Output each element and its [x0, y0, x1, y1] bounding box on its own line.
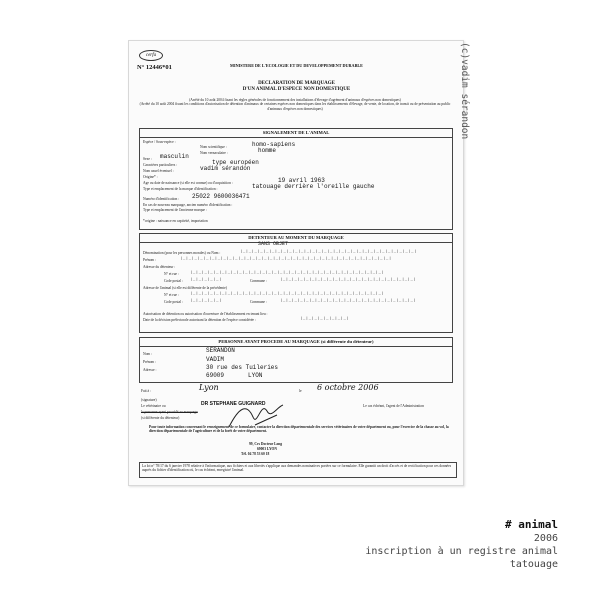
marker-firstname-value: VADIM	[206, 356, 225, 363]
holder-postcode-label: Code postal :	[164, 279, 183, 283]
address2-label: Adresse de l'animal (si elle est différente de la précédente)	[143, 286, 227, 290]
marker-city-value: LYON	[248, 372, 263, 379]
scientific-label: Nom scientifique :	[200, 145, 227, 149]
features-value: type européen	[212, 159, 259, 166]
features-label: Caractères particuliers :	[143, 163, 178, 167]
holder-commune-label: Commune :	[250, 279, 267, 283]
animal-section	[139, 128, 453, 230]
name-label: Nom usuel éventuel :	[143, 169, 174, 173]
denomination-label: Dénomination (pour les personnes morales) ou Nom :	[143, 251, 221, 255]
marker-address-value: 30 rue des Tuileries	[206, 364, 279, 371]
marker-name-label: Nom :	[143, 352, 153, 356]
marker-sign-label: la personne ayant procédé au marquage	[141, 410, 198, 414]
decree-2: (Arrêté du 10 août 2004 fixant les conditions d'autorisation de détention d'animaux de certaines espèces non domestiques dans les établissements d'élevage, de vente, de location, de transit ou de présentation au public d'animaux d'espèces non domestiques)	[139, 102, 451, 111]
signature-label: (signature)	[141, 398, 157, 402]
document-title	[189, 81, 404, 93]
holder-street2-label: N° et rue :	[164, 293, 179, 297]
stamp-address: 99, Crs Docteur Long	[249, 442, 283, 446]
holder-commune2-label: Commune :	[250, 300, 267, 304]
postcode2-boxes: |_|_|_|_|_|	[190, 299, 222, 303]
cerfa-number: N° 12446*01	[137, 64, 172, 71]
denomination-boxes: |_|_|_|_|_|_|_|_|_|_|_|_|_|_|_|_|_|_|_|_|_|_|_|_|_|_|_|_|_|_|	[240, 250, 417, 254]
species-label: Espèce / Sous-espèce :	[143, 140, 176, 144]
postcode-boxes: |_|_|_|_|_|	[190, 278, 222, 282]
holder-value: SANS OBJET	[258, 241, 289, 247]
agent-label: Le cas échéant, l'agent de l'Administration	[363, 404, 424, 408]
old-mark-label: Type et emplacement de l'ancienne marque :	[143, 208, 207, 212]
caption-line-1: inscription à un registre animal	[365, 546, 558, 557]
commune2-boxes: |_|_|_|_|_|_|_|_|_|_|_|_|_|_|_|_|_|_|_|_|_|_|_|	[280, 299, 417, 303]
stamp-phone: Tél. 04 78 53 60 18	[241, 452, 270, 456]
photo-credit: (c)vadim sérandon	[459, 42, 470, 140]
caption-line-2: tatouage	[509, 559, 558, 570]
at-label: Fait à :	[141, 389, 151, 393]
marker-firstname-label: Prénom :	[143, 360, 157, 364]
street2-boxes: |_|_|_|_|_|_|_|_|_|_|_|_|_|_|_|_|_|_|_|_|_|_|_|_|_|_|_|_|_|_|_|_|_|	[190, 292, 385, 296]
new-mark-label: En cas de nouveau marquage, ancien numéro d'identification :	[143, 203, 233, 207]
decree-text	[139, 98, 451, 111]
marker-name-value: SERANDON	[206, 347, 235, 354]
holder-postcode2-label: Code postal :	[164, 300, 183, 304]
marker-section	[139, 337, 453, 383]
mark-type-value: tatouage derrière l'oreille gauche	[252, 183, 375, 190]
place-value: Lyon	[199, 383, 219, 392]
origin-note: *origine : naissance en captivité, importation	[143, 219, 208, 223]
animal-section-title: SIGNALEMENT DE L'ANIMAL	[140, 129, 452, 138]
ministry-header: MINISTERE DE L'ECOLOGIE ET DU DEVELOPPEMENT DURABLE	[230, 63, 363, 68]
title-line-2: D'UN ANIMAL D'ESPECE NON DOMESTIQUE	[242, 87, 351, 92]
legal-footer: La loi n° 78/17 du 6 janvier 1978 relative à l'informatique, aux fichiers et aux libertés s'applique aux demandes nominatives portées sur ce formulaire. Elle garantit un droit d'accès et de rectification pour ces données auprès du fichier d'identification où, le cas échéant, enregistré l'animal.	[139, 462, 457, 478]
id-number-value: 25022 9600036471	[192, 193, 250, 200]
decision-date-boxes: |_|_|_|_|_|_|_|_|	[300, 317, 350, 321]
caption-year: 2006	[533, 533, 558, 544]
sex-value: masculin	[160, 153, 189, 160]
mark-type-label: Type et emplacement de la marque d'identification :	[143, 187, 218, 191]
holder-sign-label: (si différente du détenteur)	[141, 416, 180, 420]
marker-address-label: Adresse :	[143, 368, 157, 372]
marker-section-title: PERSONNE AYANT PROCEDE AU MARQUAGE (si différente du détenteur)	[140, 338, 452, 347]
caption-title: # animal	[505, 518, 558, 531]
decree-1: (Arrêté du 10 août 2004 fixant les règles générales de fonctionnement des installations d'élevage d'agrément d'animaux d'espèces non domestiques)	[189, 98, 401, 102]
holder-section-title: DETENTEUR AU MOMENT DU MARQUAGE	[140, 234, 452, 243]
id-number-label: Numéro d'identification :	[143, 197, 180, 201]
holder-firstname-label: Prénom :	[143, 258, 157, 262]
holder-street-label: N° et rue :	[164, 272, 179, 276]
date-value: 6 octobre 2006	[317, 383, 379, 392]
vet-stamp-name: DR STEPHANE GUIGNARD	[201, 401, 266, 407]
holder-section	[139, 233, 453, 333]
scientific-value: homo-sapiens	[252, 141, 296, 148]
common-label: Nom vernaculaire :	[200, 151, 228, 155]
decision-date-label: Date de la décision préfectorale autorisant la détention de l'espèce considérée :	[143, 318, 256, 322]
title-line-1: DECLARATION DE MARQUAGE	[258, 81, 335, 86]
stamp-city: 69003 LYON	[257, 447, 277, 451]
document-scan	[128, 40, 464, 486]
commune-boxes: |_|_|_|_|_|_|_|_|_|_|_|_|_|_|_|_|_|_|_|_|_|_|_|	[280, 278, 417, 282]
marker-postcode-value: 69009	[206, 372, 225, 379]
on-label: le	[299, 389, 302, 393]
name-value: vadim sérandon	[200, 165, 251, 172]
common-value: homme	[258, 147, 277, 154]
age-label: Age ou date de naissance (si elle est connue) ou d'acquisition :	[143, 181, 233, 185]
authorization-label: Autorisation de détention ou autorisation d'ouverture de l'établissement en tenant lieu :	[143, 312, 268, 316]
info-text: Pour toute information concernant le renseignement de ce formulaire, contacter la direction départementale des services vétérinaires de votre département ou, pour l'exercice de la chasse au vol, la direction départementale de l'agriculture et de la forêt de votre département.	[149, 425, 449, 433]
origin-label: Origine* :	[143, 175, 158, 179]
age-value: 19 avril 1963	[278, 177, 325, 184]
sex-label: Sexe :	[143, 157, 152, 161]
firstname-boxes: |_|_|_|_|_|_|_|_|_|_|_|_|_|_|_|_|_|_|_|_|_|_|_|_|_|_|_|_|_|_|_|_|_|_|_|_|	[180, 257, 392, 261]
street-boxes: |_|_|_|_|_|_|_|_|_|_|_|_|_|_|_|_|_|_|_|_|_|_|_|_|_|_|_|_|_|_|_|_|_|	[190, 271, 385, 275]
holder-address-label: Adresse du détenteur :	[143, 265, 176, 269]
cerfa-logo: cerfa	[139, 50, 163, 61]
vet-label: Le vétérinaire ou	[141, 404, 166, 408]
